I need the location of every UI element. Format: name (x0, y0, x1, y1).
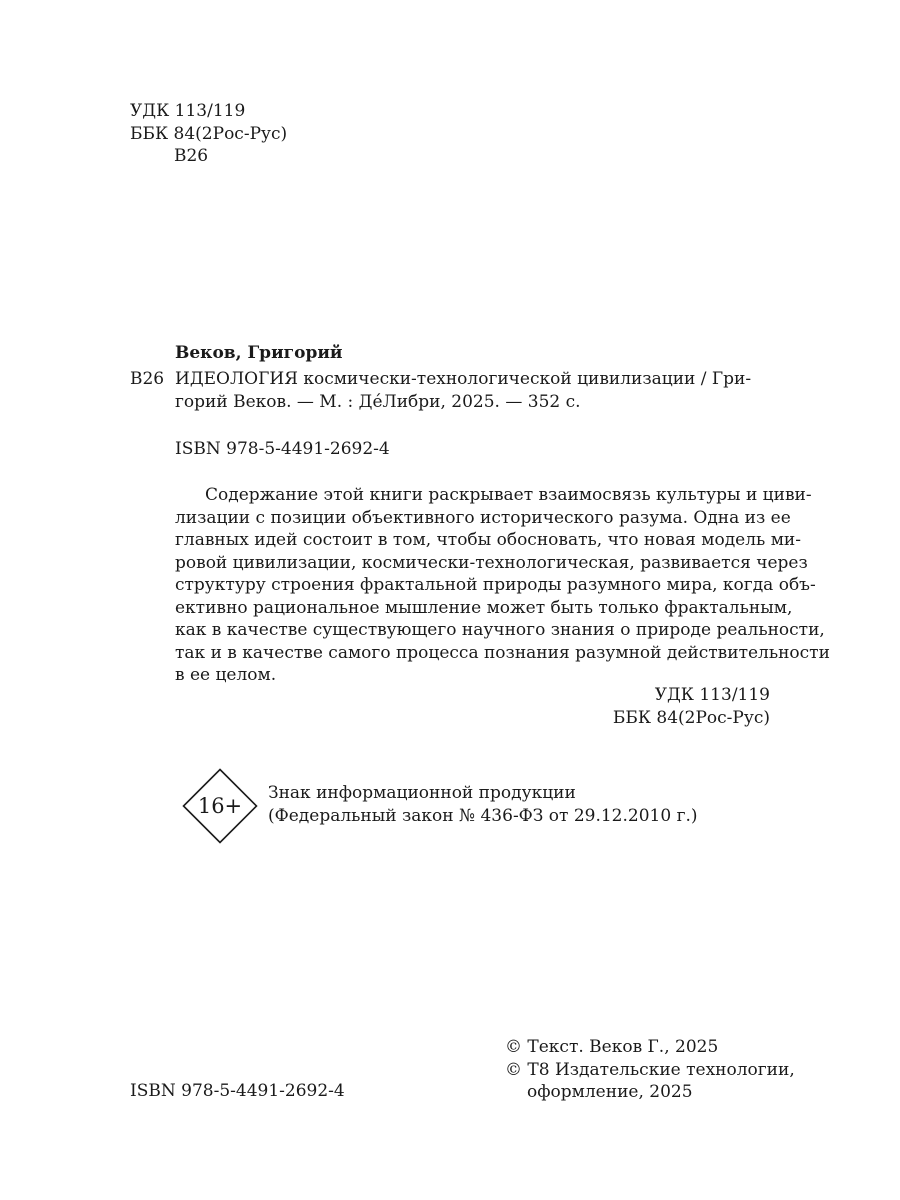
age-rating-value: 16+ (197, 793, 243, 818)
bbk-code: ББК 84(2Рос-Рус) (130, 123, 288, 144)
udk-code: УДК 113/119 (130, 101, 246, 121)
title-line: ИДЕОЛОГИЯ космически-технологической цивилизации / Гри- (175, 369, 752, 389)
annotation-line: ективно рациональное мышление может быть только фрактальным, (175, 597, 793, 618)
annotation-line: ровой цивилизации, космически-технологическая, развивается через (175, 552, 808, 573)
copyright-text: © Текст. Веков Г., 2025 (505, 1037, 719, 1057)
annotation-line: как в качестве существующего научного знания о природе реальности, (175, 620, 825, 640)
bibliographic-title (175, 368, 770, 413)
annotation-line: главных идей состоит в том, чтобы обосновать, что новая модель ми- (175, 530, 801, 550)
age-rating-law: (Федеральный закон № 436-ФЗ от 29.12.2010 г.) (268, 805, 698, 826)
annotation-line: Содержание этой книги раскрывает взаимосвязь культуры и циви- (205, 485, 812, 505)
author-name: Веков, Григорий (175, 343, 343, 363)
footer-isbn: ISBN 978-5-4491-2692-4 (130, 1081, 345, 1101)
annotation-line: так и в качестве самого процесса познания разумной действительности (175, 642, 830, 663)
isbn: ISBN 978-5-4491-2692-4 (175, 439, 390, 459)
bbk-code: ББК 84(2Рос-Рус) (612, 707, 770, 728)
annotation-line: структуру строения фрактальной природы разумного мира, когда объ- (175, 575, 816, 595)
udk-code: УДК 113/119 (654, 685, 770, 705)
age-rating-badge (182, 768, 258, 844)
annotation-codes (613, 684, 770, 729)
copyright-block (505, 1036, 795, 1104)
age-rating-label-line: Знак информационной продукции (268, 783, 576, 803)
copyright-publisher: © Т8 Издательские технологии, (505, 1059, 795, 1080)
catalog-code: В26 (130, 369, 165, 389)
copyright-publisher-cont: оформление, 2025 (527, 1082, 693, 1102)
annotation-line: в ее целом. (175, 665, 277, 685)
annotation (175, 484, 830, 687)
author-mark: В26 (174, 146, 209, 166)
title-line: горий Веков. — М. : ДéЛибри, 2025. — 352 с. (175, 391, 581, 412)
annotation-line: лизации с позиции объективного исторического разума. Одна из ее (175, 507, 791, 528)
age-rating-label (268, 782, 698, 827)
classification-codes (130, 100, 287, 168)
